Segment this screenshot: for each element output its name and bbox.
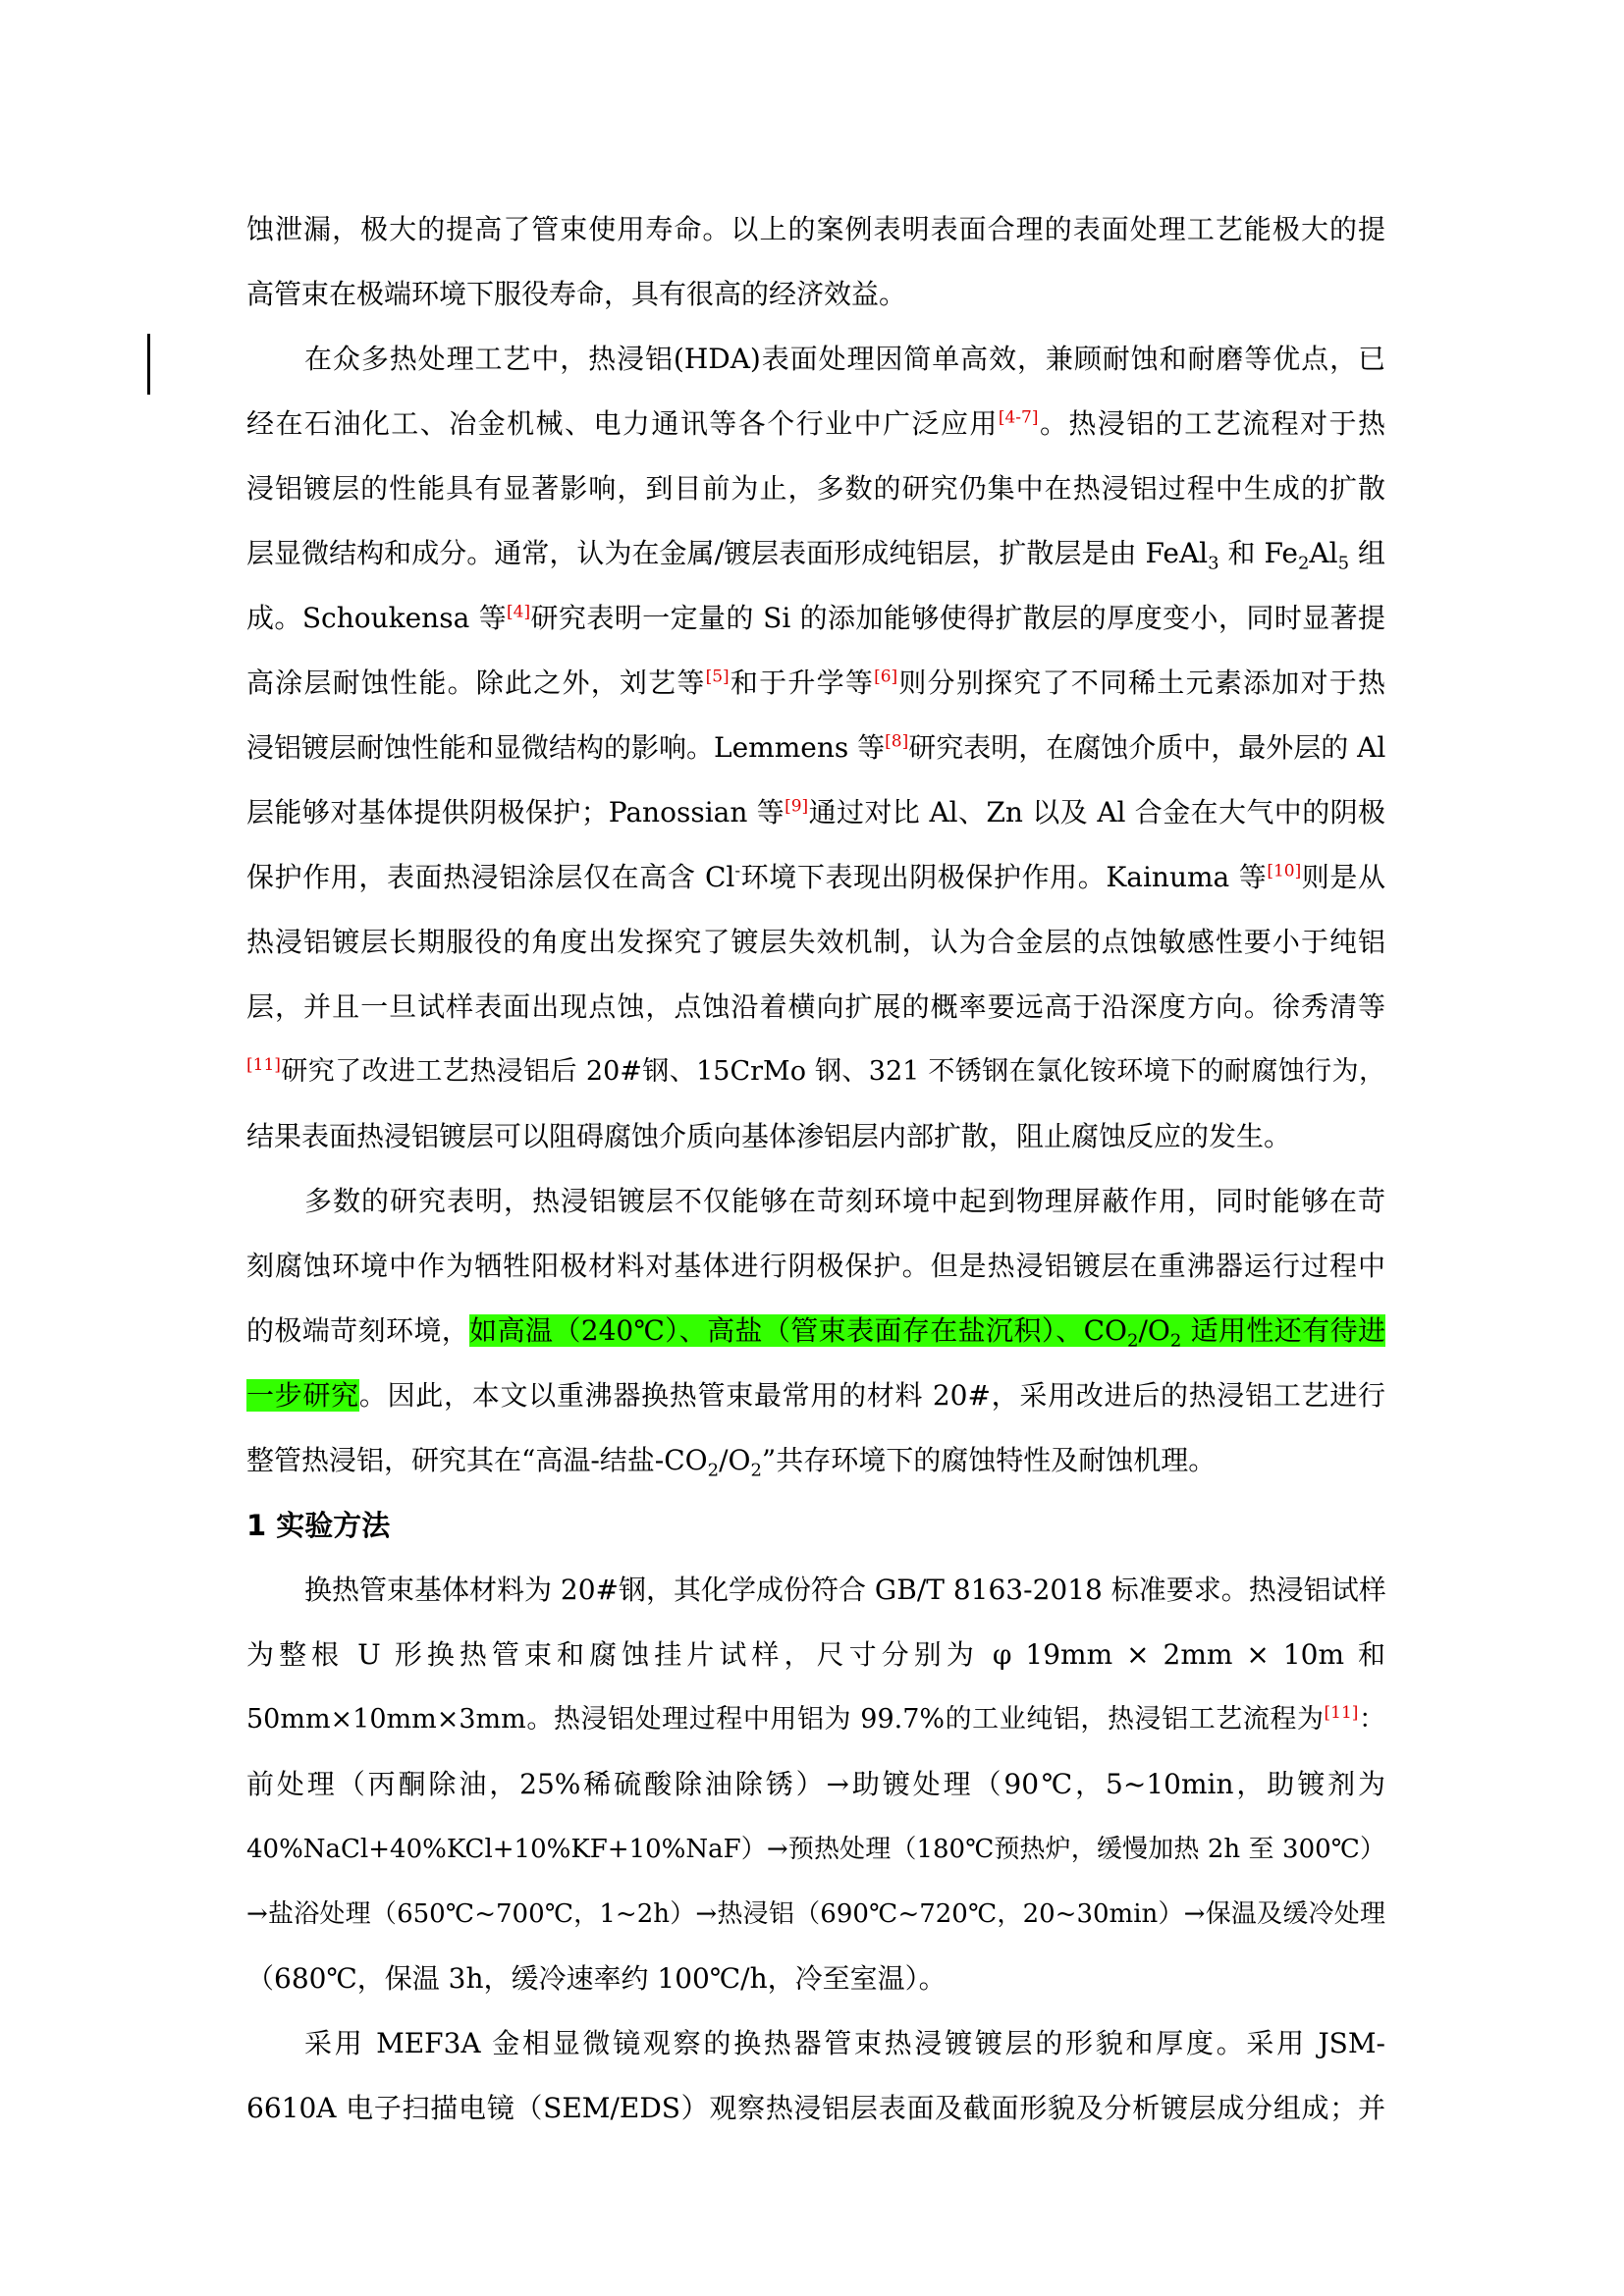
paragraph-line: [11]研究了改进工艺热浸铝后 20#钢、15CrMo 钢、321 不锈钢在氯化铵环境下的耐腐蚀行为，: [246, 1055, 1385, 1087]
paragraph-line: 的极端苛刻环境，如高温（240℃）、高盐（管束表面存在盐沉积）、$CO_2/O_2$ 适用性还有待进: [246, 1314, 1385, 1352]
section-heading: 1 实验方法: [246, 1509, 391, 1542]
paragraph-line: 层显微结构和成分。通常，认为在金属/镀层表面形成纯铝层，扩散层是由 FeAl$_3$ 和 $Fe_2Al_5$ 组: [246, 537, 1385, 574]
paragraph-line: 一步研究。因此，本文以重沸器换热管束最常用的材料 20#，采用改进后的热浸铝工艺进行: [246, 1379, 1385, 1412]
paragraph-line: 在众多热处理工艺中，热浸铝(HDA)表面处理因简单高效，兼顾耐蚀和耐磨等优点，已: [304, 343, 1385, 375]
paragraph-line: 40%NaCl+40%KCl+10%KF+10%NaF）→预热处理（180℃预热炉，缓慢加热 2h 至 300℃）: [246, 1835, 1385, 1864]
paragraph-line: 高涂层耐蚀性能。除此之外，刘艺等[5]和于升学等[6]则分别探究了不同稀土元素添加对于热: [246, 667, 1385, 699]
paragraph-line: 前处理（丙酮除油，25%稀硫酸除油除锈）→助镀处理（90℃，5~10min，助镀剂为: [246, 1768, 1385, 1800]
paragraph-line: 高管束在极端环境下服役寿命，具有很高的经济效益。: [246, 278, 907, 310]
paragraph-line: 为整根 U 形换热管束和腐蚀挂片试样，尺寸分别为 φ 19mm × 2mm × 10m 和: [246, 1638, 1385, 1671]
paragraph-line: 浸铝镀层的性能具有显著影响，到目前为止，多数的研究仍集中在热浸铝过程中生成的扩散: [246, 472, 1385, 505]
paragraph-line: 浸铝镀层耐蚀性能和显微结构的影响。Lemmens 等[8]研究表明，在腐蚀介质中，最外层的 Al: [246, 731, 1386, 764]
paragraph-line: （680℃，保温 3h，缓冷速率约 100℃/h，冷至室温）。: [246, 1962, 947, 1995]
paragraph-line: 层，并且一旦试样表面出现点蚀，点蚀沿着横向扩展的概率要远高于沿深度方向。徐秀清等: [246, 990, 1385, 1023]
citation[interactable]: [4-7]: [998, 407, 1039, 428]
paragraph-line: 采用 MEF3A 金相显微镜观察的换热器管束热浸镀镀层的形貌和厚度。采用 JSM-: [304, 2027, 1385, 2059]
paragraph-line: 多数的研究表明，热浸铝镀层不仅能够在苛刻环境中起到物理屏蔽作用，同时能够在苛: [304, 1185, 1385, 1217]
paragraph-line: 刻腐蚀环境中作为牺牲阳极材料对基体进行阴极保护。但是热浸铝镀层在重沸器运行过程中: [246, 1250, 1385, 1282]
paragraph-line: 6610A 电子扫描电镜（SEM/EDS）观察热浸铝层表面及截面形貌及分析镀层成分组成；并: [246, 2092, 1385, 2124]
citation[interactable]: [11]: [1324, 1703, 1359, 1723]
citation[interactable]: [6]: [874, 667, 898, 687]
paragraph-line: 整管热浸铝，研究其在“高温-结盐$-CO_2/O_2$”共存环境下的腐蚀特性及耐蚀机理。: [246, 1444, 1217, 1481]
paragraph-line: 结果表面热浸铝镀层可以阻碍腐蚀介质向基体渗铝层内部扩散，阻止腐蚀反应的发生。: [246, 1120, 1292, 1152]
paragraph-line: 保护作用，表面热浸铝涂层仅在高含 Cl-环境下表现出阴极保护作用。Kainuma 等[10]则是从: [246, 861, 1385, 893]
text-cursor: [147, 334, 150, 395]
citation[interactable]: [4]: [507, 602, 531, 622]
paragraph-line: 经在石油化工、冶金机械、电力通讯等各个行业中广泛应用[4-7]。热浸铝的工艺流程对于热: [246, 407, 1385, 440]
citation[interactable]: [11]: [246, 1055, 281, 1075]
citation[interactable]: [10]: [1267, 861, 1302, 881]
paragraph-line: 换热管束基体材料为 20#钢，其化学成份符合 GB/T 8163-2018 标准要求。热浸铝试样: [304, 1574, 1386, 1606]
paragraph-line: 50mm×10mm×3mm。热浸铝处理过程中用铝为 99.7%的工业纯铝，热浸铝工艺流程为[11]：: [246, 1703, 1386, 1735]
highlighted-text: 一步研究: [246, 1379, 359, 1412]
paragraph-line: 层能够对基体提供阴极保护；Panossian 等[9]通过对比 Al、Zn 以及 Al 合金在大气中的阴极: [246, 796, 1385, 828]
citation[interactable]: [8]: [885, 731, 909, 752]
citation[interactable]: [5]: [705, 667, 730, 687]
paragraph-line: 热浸铝镀层长期服役的角度出发探究了镀层失效机制，认为合金层的点蚀敏感性要小于纯铝: [246, 926, 1385, 958]
citation[interactable]: [9]: [785, 796, 809, 817]
paragraph-line: →盐浴处理（650℃~700℃，1~2h）→热浸铝（690℃~720℃，20~30min）→保温及缓冷处理: [246, 1899, 1385, 1929]
paragraph-line: 成。Schoukensa 等[4]研究表明一定量的 Si 的添加能够使得扩散层的厚度变小，同时显著提: [246, 602, 1385, 634]
highlighted-text: 如高温（240℃）、高盐（管束表面存在盐沉积）、$CO_2/O_2$ 适用性还有待进: [469, 1314, 1385, 1352]
paragraph-line: 蚀泄漏，极大的提高了管束使用寿命。以上的案例表明表面合理的表面处理工艺能极大的提: [246, 213, 1385, 245]
